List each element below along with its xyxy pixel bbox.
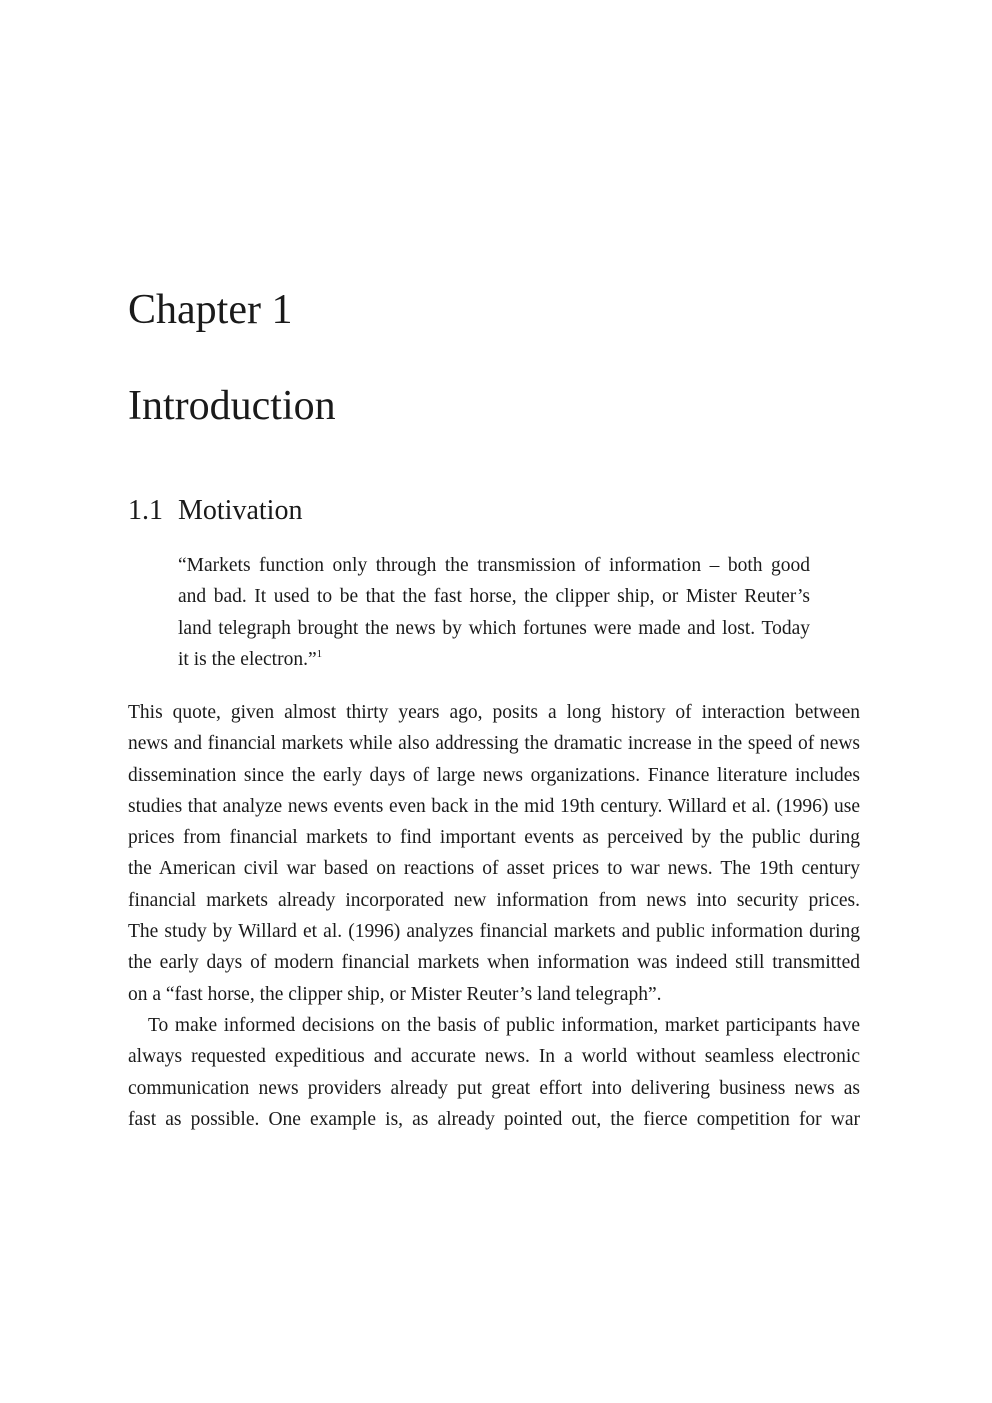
text-line: communication news providers already put great effort into delivering business news as bbox=[128, 1077, 860, 1099]
paragraph bbox=[128, 1010, 860, 1135]
text-line: financial markets already incorporated new information from news into security prices. bbox=[128, 889, 860, 911]
section-title: Motivation bbox=[178, 495, 303, 526]
chapter-title: Introduction bbox=[128, 383, 336, 429]
text-line: prices from financial markets to find important events as perceived by the public during bbox=[128, 827, 860, 849]
chapter-label: Chapter 1 bbox=[128, 287, 293, 333]
text-line: fast as possible. One example is, as already pointed out, the fierce competition for war bbox=[128, 1108, 860, 1130]
section-number: 1.1 bbox=[128, 495, 163, 526]
block-quote bbox=[178, 550, 810, 675]
quote-line: and bad. It used to be that the fast horse, the clipper ship, or Mister Reuter’s bbox=[178, 586, 810, 608]
text-line: always requested expeditious and accurate news. In a world without seamless electronic bbox=[128, 1046, 860, 1068]
text-line: To make informed decisions on the basis of public information, market participants have bbox=[148, 1014, 860, 1036]
text-line: dissemination since the early days of large news organizations. Finance literature includes bbox=[128, 764, 860, 786]
text-line: studies that analyze news events even back in the mid 19th century. Willard et al. (1996) use bbox=[128, 795, 860, 817]
text-line: This quote, given almost thirty years ago, posits a long history of interaction between bbox=[128, 702, 860, 723]
paragraph bbox=[128, 697, 860, 1010]
text-line: the American civil war based on reactions of asset prices to war news. The 19th century bbox=[128, 858, 860, 880]
text-line: the early days of modern financial markets when information was indeed still transmitted bbox=[128, 952, 860, 974]
quote-text: it is the electron.” bbox=[178, 648, 317, 670]
footnote-marker[interactable]: 1 bbox=[316, 647, 323, 660]
body-text bbox=[128, 697, 860, 1135]
quote-line: land telegraph brought the news by which fortunes were made and lost. Today bbox=[178, 617, 810, 639]
quote-line bbox=[178, 644, 810, 675]
text-line: The study by Willard et al. (1996) analyzes financial markets and public information during bbox=[128, 921, 860, 943]
text-line: news and financial markets while also addressing the dramatic increase in the speed of news bbox=[128, 733, 860, 755]
text-line: on a “fast horse, the clipper ship, or Mister Reuter’s land telegraph”. bbox=[128, 983, 662, 1005]
quote-line: “Markets function only through the transmission of information – both good bbox=[178, 555, 810, 576]
section-heading bbox=[128, 495, 302, 527]
